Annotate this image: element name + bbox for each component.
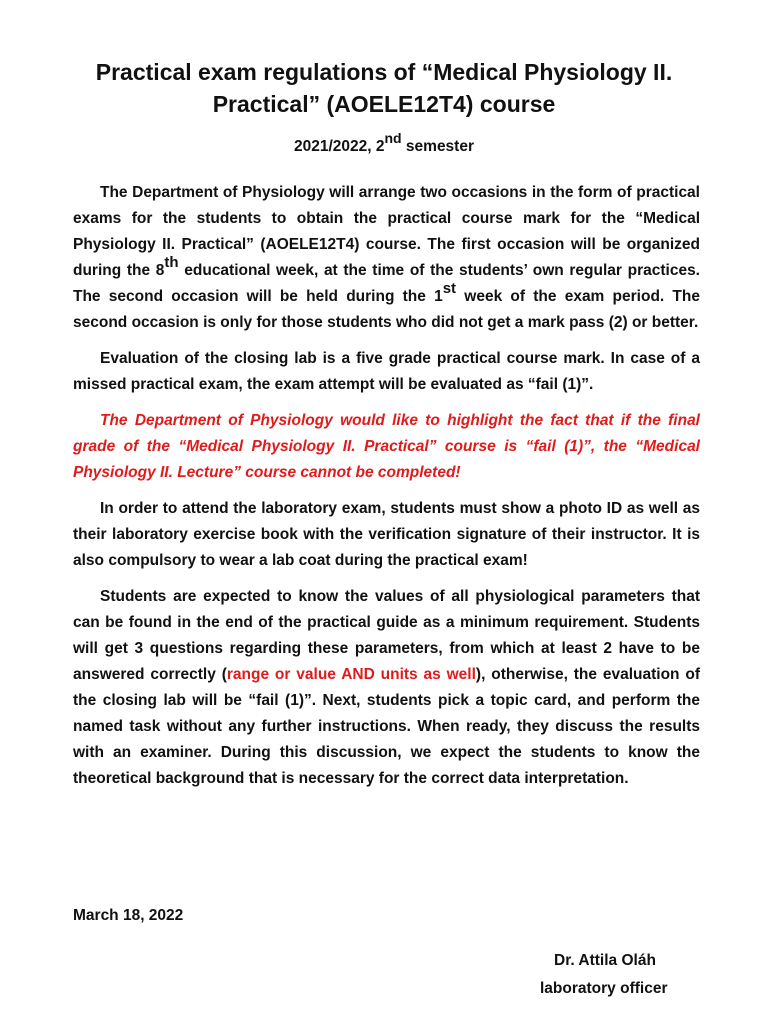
p5-highlight: range or value AND units as well	[226, 666, 476, 683]
p1-text-a: The Department of Physiology will arrange two occasions in the form of practical exams for the students to obtain the practical course mark for the “Medical Physiology II. Practical” (AOELE12T4) course. The first occasion will be organized during the 8	[73, 184, 700, 279]
semester-line	[0, 132, 768, 156]
paragraph-warning: The Department of Physiology would like to highlight the fact that if the final grade of the “Medical Physiology II. Practical” course is “fail (1)”, the “Medical Physiology II. Lecture” course cannot be completed!	[73, 412, 700, 481]
p1-text-b: educational week, at the time of the students’ own regular practices. The second occasion will be held during the 1	[73, 262, 700, 305]
paragraph-attendance: In order to attend the laboratory exam, students must show a photo ID as well as their laboratory exercise book with the verification signature of their instructor. It is also compulsory to wear a lab coat during the practical exam!	[73, 500, 700, 569]
paragraph-parameters	[73, 584, 700, 792]
document-date: March 18, 2022	[73, 907, 184, 924]
paragraph-evaluation: Evaluation of the closing lab is a five grade practical course mark. In case of a missed practical exam, the exam attempt will be evaluated as “fail (1)”.	[73, 350, 700, 393]
p5-text-a: Students are expected to know the values of all physiological parameters that can be found in the end of the practical guide as a minimum requirement. Students will get 3 questions regarding these parameters, from which at least 2 have to be answered correctly (	[73, 588, 700, 683]
signature-name: Dr. Attila Oláh	[554, 952, 656, 969]
document-body	[73, 180, 700, 802]
semester-prefix: 2021/2022, 2	[293, 138, 385, 156]
p5-text-b: ), otherwise, the evaluation of the closing lab will be “fail (1)”. Next, students pick a topic card, and perform the named task without any further instructions. When ready, they discuss the results with an examiner. During this discussion, we expect the students to know the theoretical background that is necessary for the correct data interpretation.	[73, 666, 700, 787]
semester-suffix: semester	[401, 138, 474, 156]
p1-text-c: week of the exam period. The second occasion is only for those students who did not get a mark pass (2) or better.	[73, 288, 700, 331]
p1-sup-st: st	[442, 279, 457, 297]
p1-sup-th: th	[164, 253, 179, 271]
signature-title: laboratory officer	[540, 980, 668, 997]
document-title: Practical exam regulations of “Medical Physiology II. Practical” (AOELE12T4) course	[95, 59, 673, 117]
semester-ordinal-suffix: nd	[384, 130, 402, 146]
paragraph-exam-occasions	[73, 180, 700, 336]
